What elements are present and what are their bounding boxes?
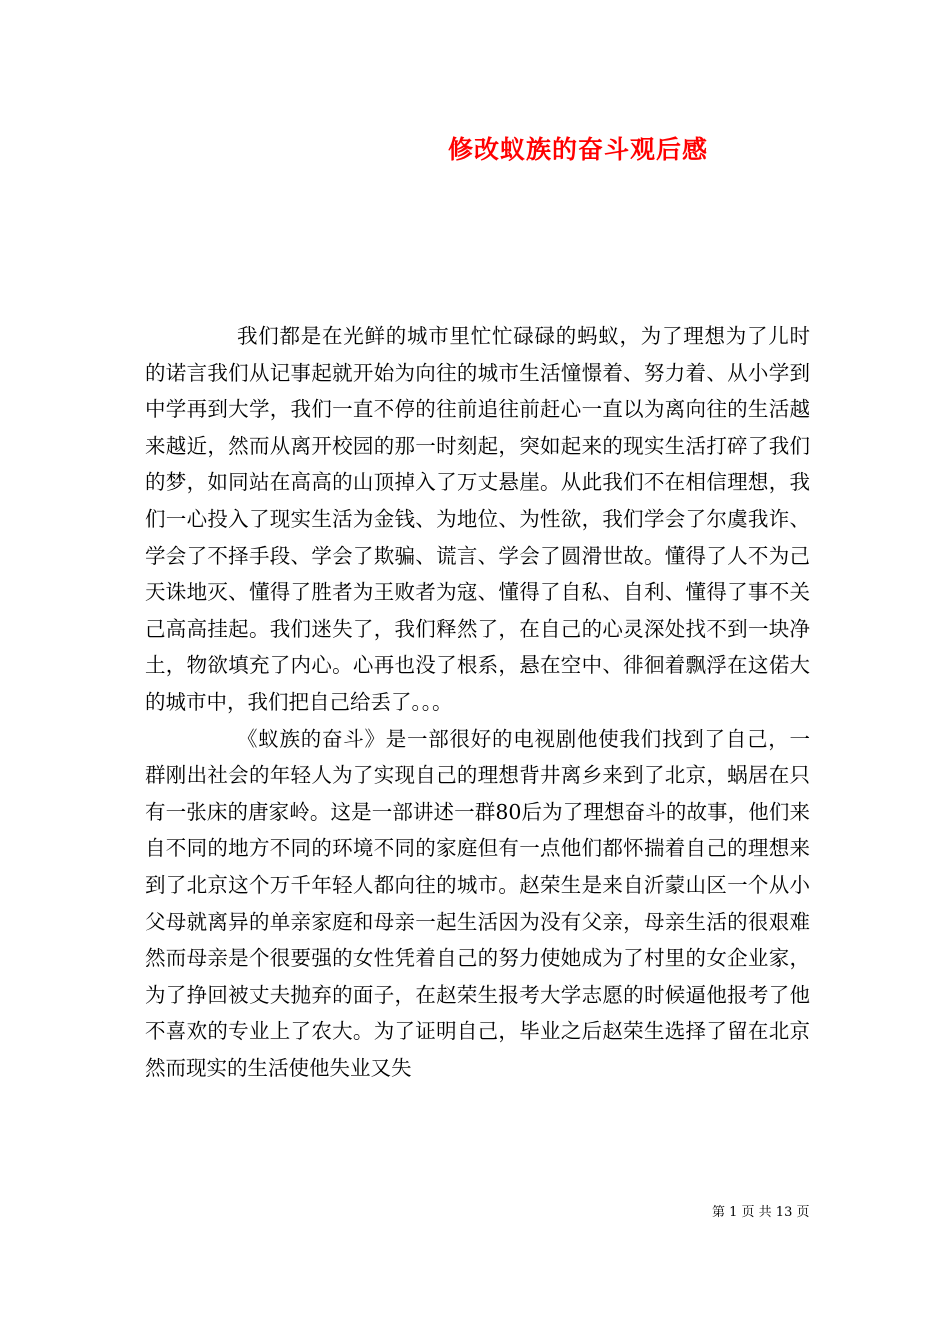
document-body <box>145 318 810 1086</box>
document-title: 修改蚁族的奋斗观后感 <box>447 135 708 164</box>
paragraph-1: 我们都是在光鲜的城市里忙忙碌碌的蚂蚁，为了理想为了儿时的诺言我们从记事起就开始为向往的城市生活憧憬着、努力着、从小学到中学再到大学，我们一直不停的往前追往前赶心一直以为离向往的生活越来越近，然而从离开校园的那一时刻起，突如起来的现实生活打碎了我们的梦，如同站在高高的山顶掉入了万丈悬崖。从此我们不在相信理想，我们一心投入了现实生活为金钱、为地位、为性欲，我们学会了尔虞我诈、学会了不择手段、学会了欺骗、谎言、学会了圆滑世故。懂得了人不为己天诛地灭、懂得了胜者为王败者为寇、懂得了自私、自利、懂得了事不关己高高挂起。我们迷失了，我们释然了，在自己的心灵深处找不到一块净土，物欲填充了内心。心再也没了根系，悬在空中、徘徊着飘浮在这偌大的城市中，我们把自己给丢了。。。 <box>145 324 810 714</box>
page-number: 第 1 页 共 13 页 <box>712 1205 810 1220</box>
paragraph-2: 《蚁族的奋斗》是一部很好的电视剧他使我们找到了自己，一群刚出社会的年轻人为了实现自己的理想背井离乡来到了北京，蜗居在只有一张床的唐家岭。这是一部讲述一群80后为了理想奋斗的故事，他们来自不同的地方不同的环境不同的家庭但有一点他们都怀揣着自己的理想来到了北京这个万千年轻人都向往的城市。赵荣生是来自沂蒙山区一个从小父母就离异的单亲家庭和母亲一起生活因为没有父亲，母亲生活的很艰难然而母亲是个很要强的女性凭着自己的努力使她成为了村里的女企业家，为了挣回被丈夫抛弃的面子，在赵荣生报考大学志愿的时候逼他报考了他不喜欢的专业上了农大。为了证明自己，毕业之后赵荣生选择了留在北京然而现实的生活使他失业又失 <box>145 726 810 1080</box>
